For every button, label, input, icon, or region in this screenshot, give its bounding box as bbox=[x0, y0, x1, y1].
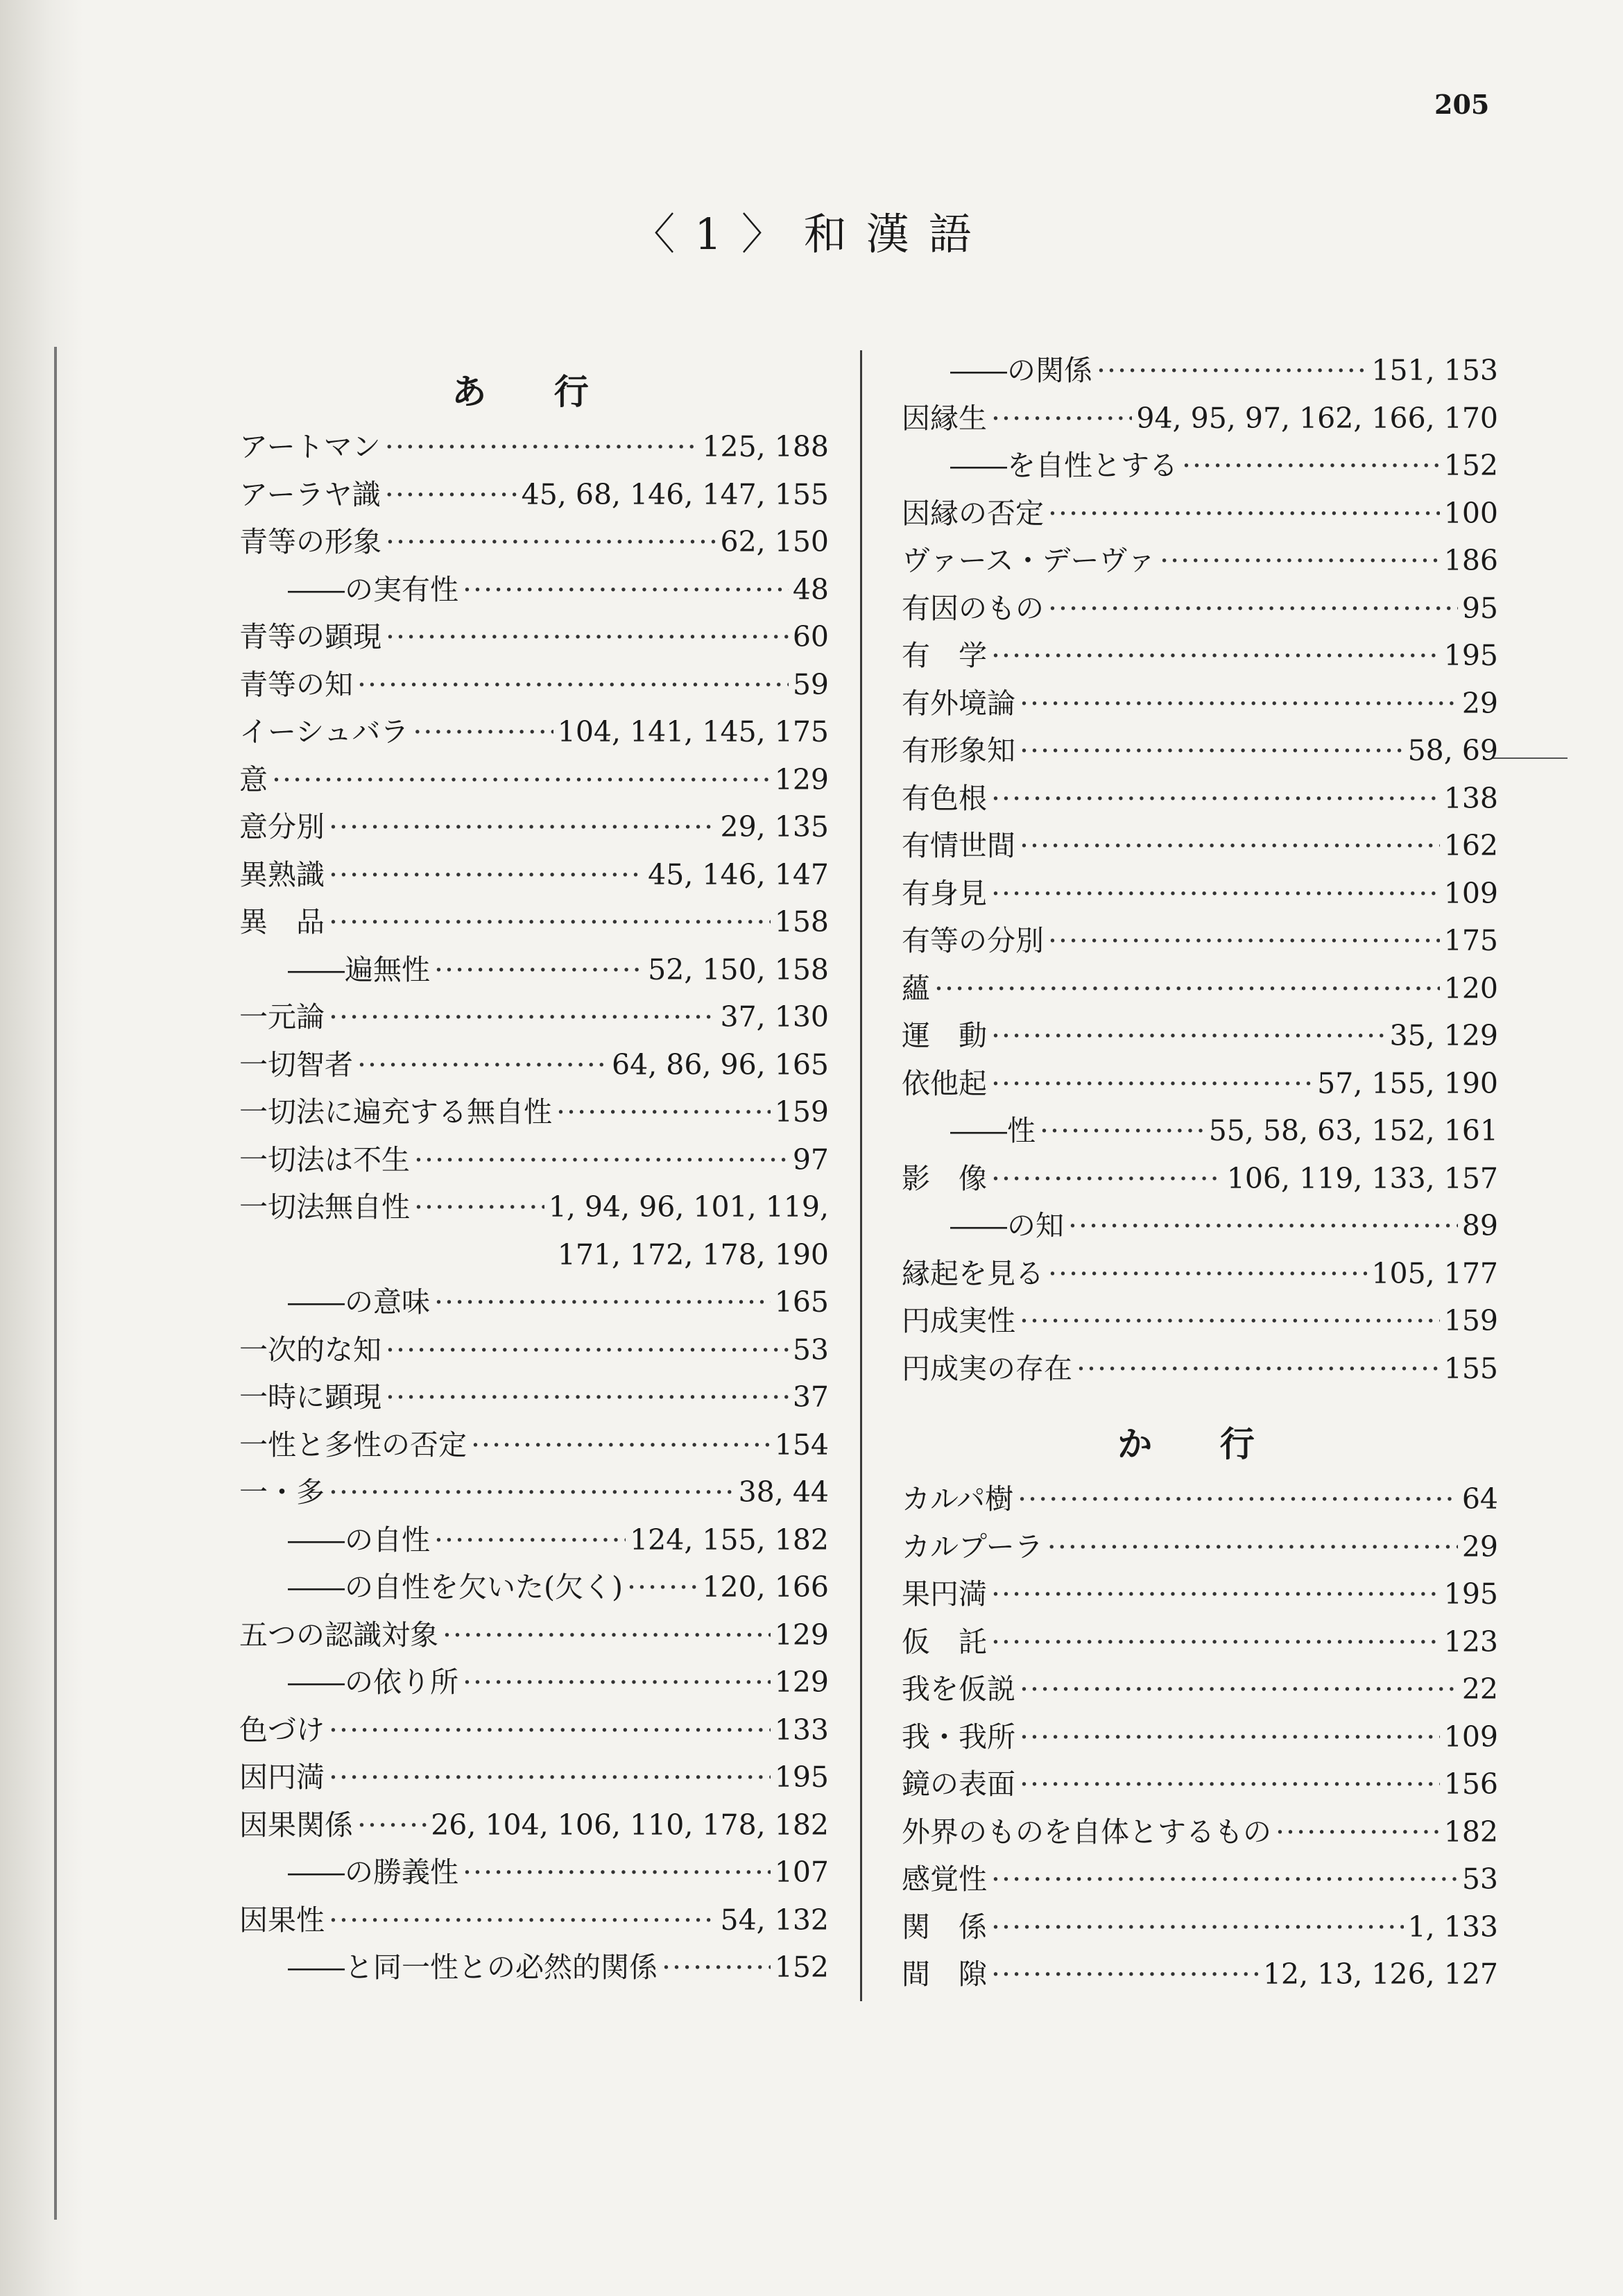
entry-term: カルプーラ bbox=[902, 1530, 1043, 1563]
dot-leader bbox=[1076, 1345, 1440, 1393]
index-entry bbox=[239, 946, 829, 994]
dot-leader bbox=[329, 898, 771, 946]
entry-term: 五つの認識対象 bbox=[239, 1618, 438, 1652]
dot-leader bbox=[991, 775, 1440, 823]
entry-term: 一元論 bbox=[239, 1000, 325, 1034]
entry-pages: 64, 86, 96, 165 bbox=[612, 1047, 829, 1081]
index-entry bbox=[902, 1903, 1498, 1951]
entry-term: 関 係 bbox=[902, 1910, 987, 1944]
index-entry bbox=[902, 1570, 1498, 1618]
index-entry bbox=[239, 1801, 829, 1849]
entry-pages: 159 bbox=[774, 1095, 829, 1129]
entry-term: 一切法に遍充する無自性 bbox=[239, 1095, 552, 1129]
index-entry bbox=[239, 1563, 829, 1611]
margin-mark bbox=[1491, 757, 1568, 759]
entry-term: 一性と多性の否定 bbox=[239, 1428, 467, 1462]
entry-term: ――性 bbox=[950, 1114, 1036, 1147]
entry-term: ――の意味 bbox=[288, 1285, 430, 1319]
index-entry bbox=[239, 471, 829, 519]
dot-leader bbox=[357, 661, 789, 709]
entry-term: ヴァース・デーヴァ bbox=[902, 544, 1156, 577]
entry-term: 因果関係 bbox=[239, 1808, 353, 1842]
index-entry bbox=[239, 993, 829, 1041]
dot-leader bbox=[1048, 585, 1458, 633]
index-entry bbox=[902, 1012, 1498, 1060]
entry-pages: 162 bbox=[1443, 829, 1498, 862]
entry-pages: 195 bbox=[1443, 639, 1498, 672]
entry-term: アーラヤ識 bbox=[239, 477, 381, 511]
entry-term: ――の勝義性 bbox=[288, 1856, 458, 1889]
entry-term: 一切法は不生 bbox=[239, 1142, 410, 1176]
entry-pages: 37 bbox=[792, 1380, 829, 1414]
entry-term: 有色根 bbox=[902, 781, 987, 815]
dot-leader bbox=[463, 1659, 771, 1706]
entry-term: 意分別 bbox=[239, 810, 325, 843]
entry-pages: 159 bbox=[1443, 1304, 1498, 1337]
entry-term: 青等の顕現 bbox=[239, 620, 381, 653]
dot-leader bbox=[413, 708, 553, 756]
entry-pages: 156 bbox=[1443, 1767, 1498, 1801]
index-entry bbox=[239, 1896, 829, 1944]
dot-leader bbox=[991, 1570, 1440, 1618]
entry-pages: 165 bbox=[774, 1285, 829, 1319]
dot-leader bbox=[1048, 1250, 1367, 1298]
dot-leader bbox=[1182, 442, 1440, 490]
entry-pages: 195 bbox=[774, 1760, 829, 1794]
entry-pages: 59 bbox=[792, 667, 829, 701]
index-entry bbox=[239, 851, 829, 899]
entry-pages: 158 bbox=[774, 905, 829, 939]
entry-pages: 104, 141, 145, 175 bbox=[557, 715, 829, 748]
dot-leader bbox=[934, 965, 1440, 1013]
dot-leader bbox=[386, 1373, 789, 1421]
entry-term: ――の実有性 bbox=[288, 572, 458, 606]
entry-pages: 89 bbox=[1461, 1209, 1498, 1242]
entry-term: 一切法無自性 bbox=[239, 1190, 410, 1224]
dot-leader bbox=[991, 1856, 1458, 1903]
index-entry bbox=[902, 347, 1498, 395]
entry-term: 運 動 bbox=[902, 1019, 987, 1052]
entry-term: ――の自性を欠いた(欠く) bbox=[288, 1570, 623, 1604]
index-entry bbox=[902, 917, 1498, 965]
entry-pages: 45, 68, 146, 147, 155 bbox=[521, 477, 829, 511]
entry-term: ――と同一性との必然的関係 bbox=[288, 1951, 658, 1984]
index-entry bbox=[902, 1475, 1498, 1523]
index-entry bbox=[239, 1041, 829, 1089]
index-entry bbox=[902, 1808, 1498, 1856]
entry-pages: 57, 155, 190 bbox=[1317, 1066, 1498, 1100]
index-entry bbox=[239, 756, 829, 804]
entry-pages: 12, 13, 126, 127 bbox=[1262, 1957, 1498, 1991]
dot-leader bbox=[1097, 347, 1367, 395]
index-entry bbox=[239, 1659, 829, 1706]
dot-leader bbox=[991, 1060, 1313, 1108]
entry-term: 色づけ bbox=[239, 1713, 325, 1747]
dot-leader bbox=[272, 756, 771, 804]
entry-term: 有因のもの bbox=[902, 591, 1044, 625]
index-entry bbox=[902, 1618, 1498, 1666]
right-entry-list-ka bbox=[902, 1475, 1498, 1998]
entry-term: ――遍無性 bbox=[288, 952, 430, 986]
entry-pages: 129 bbox=[774, 762, 829, 796]
entry-term: 青等の知 bbox=[239, 667, 353, 701]
dot-leader bbox=[556, 1088, 771, 1136]
index-entry bbox=[902, 822, 1498, 870]
dot-leader bbox=[1048, 490, 1440, 538]
page-number: 205 bbox=[1434, 89, 1490, 120]
entry-pages: 138 bbox=[1443, 781, 1498, 815]
entry-pages: 195 bbox=[1443, 1577, 1498, 1611]
dot-leader bbox=[1160, 537, 1440, 585]
entry-term: 鏡の表面 bbox=[902, 1767, 1015, 1801]
entry-pages: 182 bbox=[1443, 1815, 1498, 1849]
entry-term: 我を仮説 bbox=[902, 1672, 1015, 1706]
index-entry bbox=[902, 775, 1498, 823]
index-entry bbox=[902, 1060, 1498, 1108]
index-entry bbox=[902, 1250, 1498, 1298]
entry-pages: 53 bbox=[1461, 1862, 1498, 1896]
index-entry bbox=[902, 870, 1498, 918]
dot-leader bbox=[1040, 1107, 1205, 1155]
dot-leader bbox=[329, 803, 716, 851]
spine-edge-line bbox=[54, 347, 57, 2220]
entry-pages: 60 bbox=[792, 620, 829, 653]
entry-pages: 38, 44 bbox=[738, 1475, 829, 1509]
entry-term: 因果性 bbox=[239, 1903, 325, 1937]
dot-leader bbox=[357, 1041, 608, 1089]
entry-pages: 129 bbox=[774, 1618, 829, 1652]
dot-leader bbox=[414, 1136, 789, 1184]
entry-term: 一時に顕現 bbox=[239, 1380, 381, 1414]
entry-term: 影 像 bbox=[902, 1161, 987, 1195]
page-title: 〈1〉和漢語 bbox=[632, 209, 991, 259]
entry-pages: 26, 104, 106, 110, 178, 182 bbox=[431, 1808, 829, 1842]
index-entry bbox=[902, 1345, 1498, 1393]
entry-term: 有情世間 bbox=[902, 829, 1015, 862]
entry-pages: 120 bbox=[1443, 971, 1498, 1005]
dot-leader bbox=[991, 1012, 1386, 1060]
index-entry bbox=[239, 1754, 829, 1801]
dot-leader bbox=[1020, 822, 1440, 870]
entry-pages: 22 bbox=[1461, 1672, 1498, 1706]
entry-term: 蘊 bbox=[902, 971, 930, 1005]
dot-leader bbox=[991, 1618, 1440, 1666]
dot-leader bbox=[329, 1896, 716, 1944]
entry-pages: 155 bbox=[1443, 1351, 1498, 1385]
index-entry bbox=[902, 585, 1498, 633]
dot-leader bbox=[434, 1516, 626, 1564]
entry-pages: 35, 129 bbox=[1389, 1019, 1498, 1052]
index-entry bbox=[239, 1468, 829, 1516]
entry-pages: 37, 130 bbox=[720, 1000, 829, 1034]
dot-leader bbox=[1020, 680, 1458, 728]
section-heading-ka: か 行 bbox=[1117, 1423, 1282, 1464]
entry-pages: 154 bbox=[774, 1428, 829, 1462]
entry-pages: 123 bbox=[1443, 1625, 1498, 1659]
book-spine-shadow bbox=[0, 0, 83, 2296]
entry-pages: 106, 119, 133, 157 bbox=[1226, 1161, 1498, 1195]
index-entry bbox=[902, 490, 1498, 538]
entry-term: 依他起 bbox=[902, 1066, 987, 1100]
index-entry bbox=[239, 518, 829, 566]
index-entry bbox=[902, 965, 1498, 1013]
entry-term: ――の依り所 bbox=[288, 1665, 458, 1699]
dot-leader bbox=[1048, 917, 1440, 965]
index-entry bbox=[239, 1516, 829, 1564]
entry-term: 意 bbox=[239, 762, 268, 796]
index-entry bbox=[239, 1944, 829, 1991]
entry-pages: 29, 135 bbox=[720, 810, 829, 843]
dot-leader bbox=[329, 1468, 735, 1516]
entry-term: アートマン bbox=[239, 430, 381, 463]
entry-pages: 100 bbox=[1443, 496, 1498, 530]
dot-leader bbox=[434, 946, 644, 994]
entry-pages: 53 bbox=[792, 1333, 829, 1367]
right-column bbox=[902, 347, 1498, 1998]
entry-term: 青等の形象 bbox=[239, 525, 381, 558]
entry-pages: 133 bbox=[774, 1713, 829, 1747]
entry-term: 我・我所 bbox=[902, 1720, 1015, 1754]
entry-pages: 151, 153 bbox=[1371, 354, 1498, 387]
entry-pages: 1, 94, 96, 101, 119, bbox=[548, 1190, 829, 1224]
dot-leader bbox=[991, 1951, 1259, 1998]
entry-term: 円成実性 bbox=[902, 1304, 1015, 1337]
index-entry bbox=[239, 898, 829, 946]
dot-leader bbox=[991, 395, 1132, 443]
dot-leader bbox=[385, 423, 698, 471]
dot-leader bbox=[1020, 1665, 1458, 1713]
entry-pages: 129 bbox=[774, 1665, 829, 1699]
entry-term: 外界のものを自体とするもの bbox=[902, 1815, 1271, 1849]
dot-leader bbox=[991, 632, 1440, 680]
entry-pages: 186 bbox=[1443, 544, 1498, 577]
entry-term: 有外境論 bbox=[902, 686, 1015, 720]
index-entry bbox=[239, 1849, 829, 1896]
entry-pages: 55, 58, 63, 152, 161 bbox=[1208, 1114, 1498, 1147]
dot-leader bbox=[386, 613, 789, 661]
right-entry-list-a bbox=[902, 347, 1498, 1392]
entry-pages: 109 bbox=[1443, 1720, 1498, 1754]
index-entry bbox=[902, 1951, 1498, 1998]
index-entry bbox=[239, 1373, 829, 1421]
index-entry bbox=[902, 1713, 1498, 1761]
index-entry bbox=[902, 1760, 1498, 1808]
dot-leader bbox=[386, 1326, 789, 1374]
dot-leader bbox=[1020, 1713, 1440, 1761]
dot-leader bbox=[385, 471, 517, 519]
entry-pages: 64 bbox=[1461, 1482, 1498, 1516]
index-entry bbox=[902, 727, 1498, 775]
entry-term: 円成実の存在 bbox=[902, 1351, 1072, 1385]
entry-pages: 54, 132 bbox=[720, 1903, 829, 1937]
dot-leader bbox=[463, 566, 789, 614]
entry-pages: 152 bbox=[1443, 449, 1498, 482]
entry-pages: 125, 188 bbox=[702, 430, 829, 463]
index-entry bbox=[239, 708, 829, 756]
dot-leader bbox=[1047, 1523, 1458, 1571]
entry-pages: 45, 146, 147 bbox=[648, 857, 829, 891]
dot-leader bbox=[991, 1155, 1223, 1203]
entry-term: 果円満 bbox=[902, 1577, 987, 1611]
entry-pages: 175 bbox=[1443, 924, 1498, 957]
entry-term: 有 学 bbox=[902, 639, 987, 672]
index-entry bbox=[239, 803, 829, 851]
column-divider bbox=[860, 350, 862, 2001]
index-entry bbox=[239, 1421, 829, 1469]
dot-leader bbox=[434, 1278, 771, 1326]
index-entry bbox=[902, 442, 1498, 490]
dot-leader bbox=[627, 1563, 698, 1611]
index-entry bbox=[902, 1523, 1498, 1571]
left-entry-list bbox=[239, 423, 829, 1991]
entry-term: 因縁生 bbox=[902, 401, 987, 435]
left-column bbox=[239, 347, 829, 1991]
entry-pages: 62, 150 bbox=[720, 525, 829, 558]
entry-pages: 120, 166 bbox=[702, 1570, 829, 1604]
entry-pages: 94, 95, 97, 162, 166, 170 bbox=[1136, 401, 1498, 435]
entry-pages: 124, 155, 182 bbox=[630, 1523, 829, 1557]
entry-pages: 29 bbox=[1461, 1530, 1498, 1563]
dot-leader bbox=[414, 1183, 544, 1231]
index-entry bbox=[902, 1665, 1498, 1713]
dot-leader bbox=[1017, 1475, 1458, 1523]
entry-term: 因縁の否定 bbox=[902, 496, 1044, 530]
dot-leader bbox=[1020, 1760, 1440, 1808]
index-entry bbox=[902, 632, 1498, 680]
dot-leader bbox=[471, 1421, 771, 1469]
index-entry bbox=[239, 566, 829, 614]
dot-leader bbox=[386, 518, 716, 566]
dot-leader bbox=[991, 870, 1440, 918]
index-entry bbox=[902, 1297, 1498, 1345]
index-entry bbox=[239, 1088, 829, 1136]
index-entry bbox=[902, 1107, 1498, 1155]
entry-term: 異 品 bbox=[239, 905, 325, 939]
dot-leader bbox=[329, 1754, 771, 1801]
entry-term: 一・多 bbox=[239, 1475, 325, 1509]
entry-term: イーシュバラ bbox=[239, 715, 409, 748]
entry-term: 感覚性 bbox=[902, 1862, 987, 1896]
index-entry bbox=[902, 1202, 1498, 1250]
section-heading-a: あ 行 bbox=[452, 371, 617, 412]
entry-pages: 107 bbox=[774, 1856, 829, 1889]
dot-leader bbox=[329, 851, 644, 899]
entry-pages: 105, 177 bbox=[1371, 1256, 1498, 1290]
index-entry bbox=[902, 395, 1498, 443]
entry-pages: 97 bbox=[792, 1142, 829, 1176]
index-entry bbox=[902, 537, 1498, 585]
dot-leader bbox=[357, 1801, 427, 1849]
entry-term: 一切智者 bbox=[239, 1047, 353, 1081]
dot-leader bbox=[463, 1849, 771, 1896]
index-entry bbox=[902, 680, 1498, 728]
dot-leader bbox=[329, 1706, 771, 1754]
index-entry bbox=[239, 1326, 829, 1374]
entry-term: ――を自性とする bbox=[950, 449, 1178, 482]
index-entry bbox=[239, 1136, 829, 1184]
entry-term: 一次的な知 bbox=[239, 1333, 381, 1367]
entry-pages: 109 bbox=[1443, 876, 1498, 910]
entry-pages: 58, 69 bbox=[1407, 734, 1498, 767]
index-entry bbox=[239, 423, 829, 471]
index-entry bbox=[239, 1611, 829, 1659]
entry-term: 仮 託 bbox=[902, 1625, 987, 1659]
entry-pages: 52, 150, 158 bbox=[648, 952, 829, 986]
entry-term: 有等の分別 bbox=[902, 924, 1044, 957]
index-entry bbox=[902, 1856, 1498, 1903]
index-entry bbox=[239, 661, 829, 709]
dot-leader bbox=[1020, 1297, 1440, 1345]
index-entry bbox=[239, 1278, 829, 1326]
entry-term: ――の知 bbox=[950, 1209, 1064, 1242]
entry-term: 間 隙 bbox=[902, 1957, 987, 1991]
entry-pages: 29 bbox=[1461, 686, 1498, 720]
entry-pages: 48 bbox=[792, 572, 829, 606]
entry-pages: 152 bbox=[774, 1951, 829, 1984]
dot-leader bbox=[1068, 1202, 1458, 1250]
dot-leader bbox=[1020, 727, 1404, 775]
index-entry bbox=[239, 1231, 829, 1279]
entry-term: 異熟識 bbox=[239, 857, 325, 891]
entry-pages: 1, 133 bbox=[1407, 1910, 1498, 1944]
index-entry bbox=[239, 1183, 829, 1231]
dot-leader bbox=[991, 1903, 1404, 1951]
dot-leader bbox=[1276, 1808, 1440, 1856]
entry-term: 因円満 bbox=[239, 1760, 325, 1794]
index-entry bbox=[902, 1155, 1498, 1203]
entry-term: 縁起を見る bbox=[902, 1256, 1044, 1290]
entry-pages: 171, 172, 178, 190 bbox=[557, 1237, 829, 1271]
entry-term: カルパ樹 bbox=[902, 1482, 1014, 1516]
entry-term: 有身見 bbox=[902, 876, 987, 910]
index-entry bbox=[239, 613, 829, 661]
index-entry bbox=[239, 1706, 829, 1754]
entry-pages: 95 bbox=[1461, 591, 1498, 625]
entry-term: ――の自性 bbox=[288, 1523, 430, 1557]
entry-term: ――の関係 bbox=[950, 354, 1092, 387]
dot-leader bbox=[443, 1611, 771, 1659]
entry-term: 有形象知 bbox=[902, 734, 1015, 767]
dot-leader bbox=[662, 1944, 771, 1991]
dot-leader bbox=[329, 993, 716, 1041]
